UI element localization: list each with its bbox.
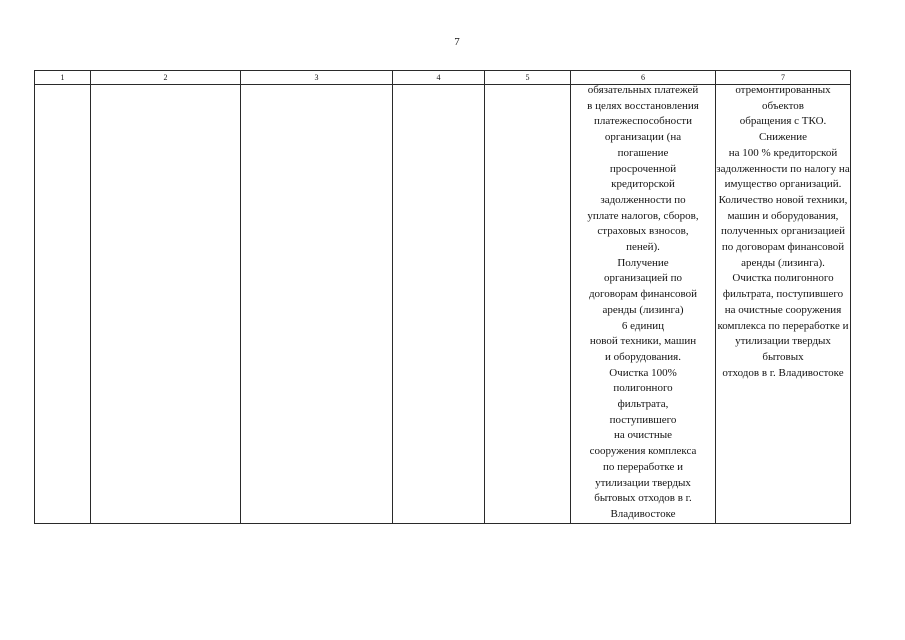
cell-col-5 — [485, 85, 571, 524]
header-col-3: 3 — [241, 71, 393, 85]
header-col-5: 5 — [485, 71, 571, 85]
cell-col-6 — [571, 85, 716, 524]
header-col-1: 1 — [35, 71, 91, 85]
cell-col-7 — [716, 85, 851, 524]
cell-col-1 — [35, 85, 91, 524]
header-col-6: 6 — [571, 71, 716, 85]
cell-col-3 — [241, 85, 393, 524]
data-table — [34, 70, 851, 524]
cell-col-2 — [91, 85, 241, 524]
header-col-4: 4 — [393, 71, 485, 85]
cell-col-6-text: обязательных платежей в целях восстановления платежеспособности организации (на погашение просроченной кредиторской задолженности по уплате налогов, сборов, страховых взносов, пеней). Получение организацией по договорам финансовой аренды (лизинга) 6 единиц новой техники, машин и оборудования. Очистка 100% полигонного фильтрата, поступившего на очистные сооружения комплекса по переработке и утилизации твердых бытовых отходов в г. Владивостоке — [587, 84, 699, 520]
cell-col-4 — [393, 85, 485, 524]
header-col-2: 2 — [91, 71, 241, 85]
cell-col-7-text: отремонтированных объектов обращения с ТКО. Снижение на 100 % кредиторской задолженности по налогу на имущество организаций. Количество новой техники, машин и оборудования, полученных организацией по договорам финансовой аренды (лизинга). Очистка полигонного фильтрата, поступившего на очистные сооружения комплекса по переработке и утилизации твердых бытовых отходов в г. Владивостоке — [716, 84, 850, 379]
page-number: 7 — [454, 36, 460, 48]
header-col-7: 7 — [716, 71, 851, 85]
table-row — [35, 85, 851, 524]
